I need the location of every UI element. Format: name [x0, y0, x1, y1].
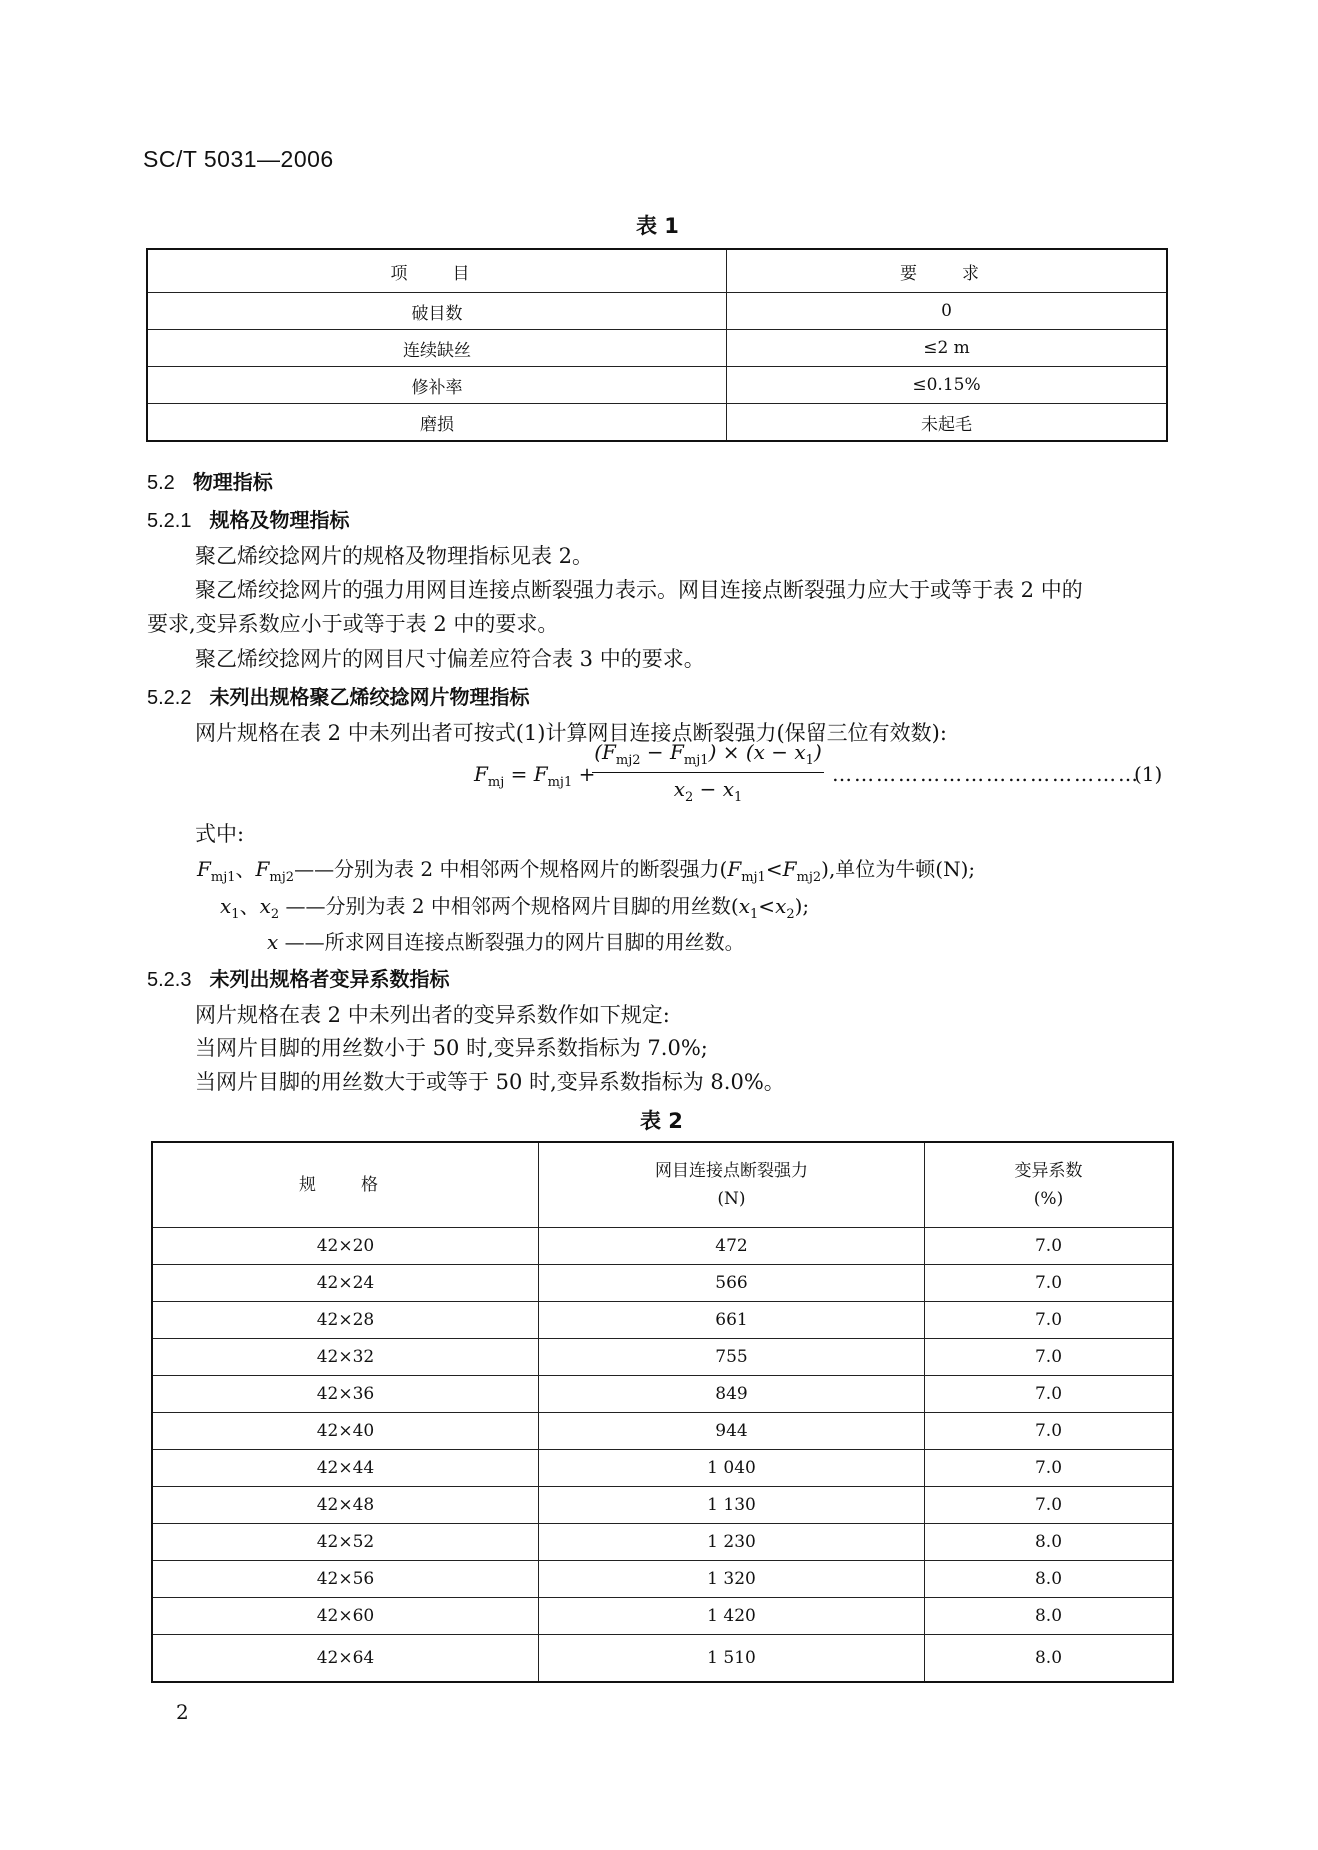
def-symbol: x: [738, 894, 751, 918]
formula-symbol: ): [813, 740, 822, 764]
cell-strength: 1 510: [539, 1635, 925, 1683]
cell-cv: 8.0: [925, 1561, 1174, 1598]
cell-spec: 42×48: [152, 1487, 539, 1524]
formula-subscript: 1: [734, 790, 743, 805]
cell-cv: 7.0: [925, 1376, 1174, 1413]
formula-leader-dots: ……………………………………: [832, 762, 1140, 786]
def-subscript: 1: [750, 907, 759, 922]
cell-cv: 7.0: [925, 1228, 1174, 1265]
def-subscript: mj1: [210, 870, 236, 885]
cell-strength: 944: [539, 1413, 925, 1450]
formula-symbol: F: [474, 762, 488, 786]
formula-subscript: mj2: [615, 753, 641, 768]
table1-caption: 表 1: [636, 214, 679, 238]
def-text: );: [794, 894, 810, 918]
definition-x: [220, 890, 809, 922]
table-row: [152, 1376, 1173, 1413]
def-separator: 、: [239, 894, 260, 918]
definition-x-single: [267, 926, 745, 955]
cell-cv: 7.0: [925, 1450, 1174, 1487]
table-row: [147, 330, 1167, 367]
cell-strength: 661: [539, 1302, 925, 1339]
section-5-2-3-heading: [147, 963, 449, 992]
table-row: [152, 1561, 1173, 1598]
table2-caption: 表 2: [640, 1109, 683, 1133]
table1-cell-requirement: ≤0.15%: [727, 367, 1168, 404]
paragraph: 当网片目脚的用丝数小于 50 时,变异系数指标为 7.0%;: [195, 1036, 708, 1060]
paragraph: 网片规格在表 2 中未列出者可按式(1)计算网目连接点断裂强力(保留三位有效数):: [195, 721, 947, 745]
header-unit: (N): [717, 1189, 746, 1209]
def-symbol: F: [782, 857, 797, 881]
paragraph: 当网片目脚的用丝数大于或等于 50 时,变异系数指标为 8.0%。: [195, 1070, 785, 1094]
table-row: [152, 1339, 1173, 1376]
cell-spec: 42×28: [152, 1302, 539, 1339]
page-number: 2: [176, 1700, 189, 1724]
paragraph: 聚乙烯绞捻网片的规格及物理指标见表 2。: [195, 544, 594, 568]
table-row: [152, 1413, 1173, 1450]
section-title: 未列出规格者变异系数指标: [209, 967, 450, 991]
def-text: ——分别为表 2 中相邻两个规格网片目脚的用丝数(: [279, 894, 739, 918]
paragraph: 要求,变异系数应小于或等于表 2 中的要求。: [147, 612, 559, 636]
table-row: [152, 1228, 1173, 1265]
table-row: [152, 1265, 1173, 1302]
paragraph: 聚乙烯绞捻网片的网目尺寸偏差应符合表 3 中的要求。: [195, 647, 705, 671]
header-line: 变异系数: [1014, 1161, 1083, 1181]
table-row: [147, 404, 1167, 442]
table1-cell-item: 修补率: [147, 367, 727, 404]
table1-cell-requirement: 未起毛: [727, 404, 1168, 442]
formula-subscript: 1: [805, 753, 814, 768]
definition-fmj: [197, 853, 975, 885]
table1-cell-item: 破目数: [147, 293, 727, 330]
cell-cv: 8.0: [925, 1524, 1174, 1561]
formula-symbol: x: [673, 777, 685, 801]
table1-header-item: 项 目: [147, 249, 727, 293]
def-operator: <: [765, 857, 783, 881]
cell-spec: 42×32: [152, 1339, 539, 1376]
def-operator: <: [758, 894, 776, 918]
table1-header-row: [147, 249, 1167, 293]
def-subscript: mj2: [796, 870, 822, 885]
formula-1: [474, 740, 1174, 812]
cell-cv: 7.0: [925, 1302, 1174, 1339]
formula-subscript: mj: [487, 775, 505, 790]
table-row: [147, 293, 1167, 330]
def-text: ),单位为牛顿(N);: [821, 857, 976, 881]
cell-cv: 8.0: [925, 1598, 1174, 1635]
cell-strength: 1 320: [539, 1561, 925, 1598]
table2-header-row: [152, 1142, 1173, 1228]
cell-spec: 42×64: [152, 1635, 539, 1683]
section-5-2-1-heading: [147, 504, 349, 533]
cell-strength: 1 420: [539, 1598, 925, 1635]
table2-header-strength: [539, 1142, 925, 1228]
cell-spec: 42×36: [152, 1376, 539, 1413]
table1-cell-item: 磨损: [147, 404, 727, 442]
cell-spec: 42×20: [152, 1228, 539, 1265]
cell-spec: 42×40: [152, 1413, 539, 1450]
cell-spec: 42×56: [152, 1561, 539, 1598]
table2-header-spec: 规 格: [152, 1142, 539, 1228]
def-subscript: 2: [270, 907, 280, 922]
formula-subscript: mj1: [683, 753, 709, 768]
table2-header-cv: [925, 1142, 1174, 1228]
formula-fraction: [592, 740, 824, 805]
cell-cv: 7.0: [925, 1339, 1174, 1376]
formula-symbol: − F: [640, 740, 684, 764]
cell-cv: 8.0: [925, 1635, 1174, 1683]
table-row: [147, 367, 1167, 404]
def-subscript: mj2: [269, 870, 295, 885]
cell-cv: 7.0: [925, 1413, 1174, 1450]
section-number: 5.2.3: [147, 969, 192, 991]
formula-numerator: [592, 740, 824, 773]
table2: [151, 1141, 1174, 1683]
formula-symbol: − x: [693, 777, 735, 801]
table-row: [152, 1487, 1173, 1524]
section-title: 未列出规格聚乙烯绞捻网片物理指标: [209, 685, 530, 709]
table-row: [152, 1450, 1173, 1487]
def-symbol: F: [255, 857, 270, 881]
where-label: 式中:: [195, 822, 245, 846]
paragraph: 聚乙烯绞捻网片的强力用网目连接点断裂强力表示。网目连接点断裂强力应大于或等于表 2 中的: [195, 578, 1083, 602]
cell-spec: 42×44: [152, 1450, 539, 1487]
formula-subscript: 2: [684, 790, 694, 805]
section-number: 5.2.2: [147, 687, 192, 709]
section-number: 5.2: [147, 472, 175, 494]
formula-number: (1): [1134, 762, 1163, 786]
cell-strength: 566: [539, 1265, 925, 1302]
section-5-2-2-heading: [147, 681, 529, 710]
paragraph: 网片规格在表 2 中未列出者的变异系数作如下规定:: [195, 1003, 670, 1027]
def-text: ——所求网目连接点断裂强力的网片目脚的用丝数。: [278, 930, 745, 954]
formula-symbol: = F: [504, 762, 548, 786]
formula-symbol: ) × (x − x: [708, 740, 806, 764]
cell-strength: 755: [539, 1339, 925, 1376]
table-row: [152, 1598, 1173, 1635]
header-unit: (%): [1033, 1189, 1064, 1209]
formula-lhs: [474, 762, 595, 790]
cell-strength: 1 040: [539, 1450, 925, 1487]
def-subscript: 1: [231, 907, 240, 922]
table-row: [152, 1524, 1173, 1561]
def-symbol: x: [267, 930, 279, 954]
section-5-2-heading: [147, 466, 273, 495]
formula-symbol: (F: [594, 740, 616, 764]
table1: [146, 248, 1168, 442]
table1-cell-item: 连续缺丝: [147, 330, 727, 367]
table1-header-requirement: 要 求: [727, 249, 1168, 293]
table1-cell-requirement: 0: [727, 293, 1168, 330]
cell-strength: 1 130: [539, 1487, 925, 1524]
cell-strength: 472: [539, 1228, 925, 1265]
def-subscript: mj1: [741, 870, 766, 885]
cell-spec: 42×52: [152, 1524, 539, 1561]
section-number: 5.2.1: [147, 510, 192, 532]
def-text: ——分别为表 2 中相邻两个规格网片的断裂强力(: [294, 857, 728, 881]
table1-cell-requirement: ≤2 m: [727, 330, 1168, 367]
cell-strength: 1 230: [539, 1524, 925, 1561]
formula-denominator: [592, 773, 824, 805]
def-symbol: x: [259, 894, 271, 918]
section-title: 规格及物理指标: [209, 508, 350, 532]
table-row: [152, 1635, 1173, 1683]
table-row: [152, 1302, 1173, 1339]
document-id: SC/T 5031—2006: [143, 146, 334, 172]
cell-spec: 42×24: [152, 1265, 539, 1302]
def-symbol: F: [197, 857, 211, 881]
cell-cv: 7.0: [925, 1265, 1174, 1302]
header-line: 网目连接点断裂强力: [655, 1161, 808, 1181]
cell-spec: 42×60: [152, 1598, 539, 1635]
section-title: 物理指标: [192, 470, 273, 494]
def-symbol: F: [727, 857, 742, 881]
def-symbol: x: [220, 894, 232, 918]
formula-subscript: mj1: [547, 775, 573, 790]
cell-strength: 849: [539, 1376, 925, 1413]
def-subscript: 2: [786, 907, 795, 922]
formula-plus: +: [572, 762, 596, 786]
def-separator: 、: [235, 857, 256, 881]
def-symbol: x: [775, 894, 787, 918]
cell-cv: 7.0: [925, 1487, 1174, 1524]
